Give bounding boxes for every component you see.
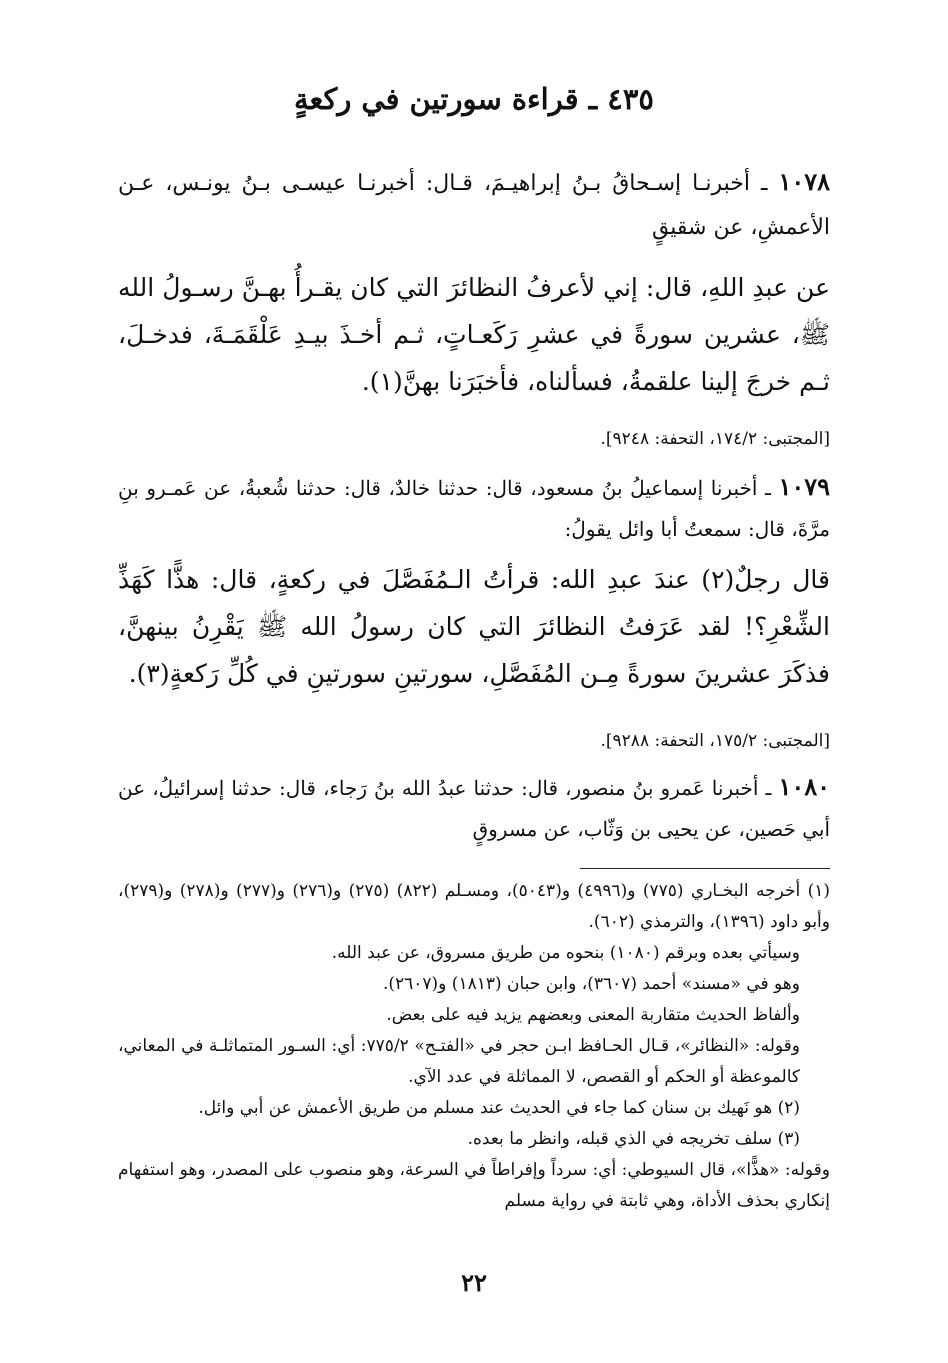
- hadith-1080-chain-text: ـ أخبرنا عَمرو بنُ منصور، قال: حدثنا عبدُ الله بنُ رَجاء، قال: حدثنا إسرائيلُ، عن أبي حَصين، عن يحيى بن وَثّاب، عن مسروقٍ: [118, 776, 830, 841]
- footnote-3-continuation: وقوله: «هذًّا»، قال السيوطي: أي: سرداً وإفراطاً في السرعة، وهو منصوب على المصدر، وهو استفهام إنكاري بحذف الأداة، وهي ثابتة في رواية مسلم: [118, 1160, 830, 1211]
- footnote-2: (٢) هو نَهيك بن سنان كما جاء في الحديث عند مسلم من طريق الأعمش عن أبي وائل.: [198, 1098, 800, 1118]
- footnote-separator: [580, 868, 830, 869]
- hadith-1079-number: ١٠٧٩: [778, 472, 830, 501]
- hadith-1080-number: ١٠٨٠: [778, 772, 830, 801]
- footnote-3: (٣) سلف تخريجه في الذي قبله، وانظر ما بعده.: [467, 1129, 800, 1149]
- hadith-1079-matn: قال رجلٌ(٢) عندَ عبدِ الله: قرأتُ الـمُفَصَّلَ في ركعةٍ، قال: هذًّا كَهَذِّ الشِّعْرِ؟! لقد عَرَفتُ النظائرَ التي كان رسولُ الله ﷺ يَقْرِنُ بينهنَّ، فذكَرَ عشرينَ سورةً مِـن المُفَصَّلِ، سورتينِ سورتينِ في كُلِّ رَكعةٍ(٣).: [118, 565, 830, 688]
- hadith-1078-number: ١٠٧٨: [778, 167, 831, 196]
- footnote-1-continuation: وهو في «مسند» أحمد (٣٦٠٧)، وابن حبان (١٨١٣) و(٢٦٠٧).: [382, 974, 800, 994]
- hadith-1078-matn: عن عبدِ اللهِ، قال: إني لأعرفُ النظائرَ التي كان يقـرأُ بهـنَّ رسـولُ الله ﷺ، عشرين سورةً في عشرِ رَكَعـاتٍ، ثـم أخـذَ بيـدِ عَلْقَمَـةَ، فدخـلَ، ثـم خرجَ إلينا علقمةُ، فسألناه، فأخبَرَنا بهنَّ(١).: [118, 273, 831, 396]
- footnotes: [118, 876, 830, 1217]
- footnote-1: (١) أخرجه البخـاري (٧٧٥) و(٤٩٩٦) و(٥٠٤٣)، ومسـلم (٨٢٢) (٢٧٥) و(٢٧٦) و(٢٧٧) و(٢٧٨) و(٢٧٩)، وأبو داود (١٣٩٦)، والترمذي (٦٠٢).: [118, 881, 830, 932]
- page-number: ٢٢: [461, 1268, 487, 1297]
- hadith-1078-reference: [المجتبى: ١٧٤/٢، التحفة: ٩٢٤٨].: [600, 429, 830, 449]
- hadith-1078-chain-text: ـ أخبرنـا إسـحاقُ بـنُ إبراهيـمَ، قـال: أخبرنـا عيسـى بـنُ يونـس، عـن الأعمشِ، عن شقيقٍ: [118, 171, 830, 240]
- hadith-1079-reference: [المجتبى: ١٧٥/٢، التحفة: ٩٢٨٨].: [600, 731, 830, 751]
- hadith-1079-chain: [118, 466, 830, 550]
- footnote-1-continuation: وقوله: «النظائر»، قـال الحـافظ ابـن حجر في «الفتـح» ٧٧٥/٢: أي: السـور المتماثلـة في المعاني، كالموعظة أو الحكم أو القصص، لا المماثلة في عدد الآي.: [118, 1036, 800, 1087]
- hadith-1079-chain-text: ـ أخبرنا إسماعيلُ بنُ مسعود، قال: حدثنا خالدٌ، قال: حدثنا شُعبةُ، عن عَمـرو بنِ مرَّةَ، قال: سمعتُ أبا وائل يقولُ:: [118, 476, 830, 541]
- footnote-1-continuation: وألفاظ الحديث متقاربة المعنى وبعضهم يزيد فيه على بعض.: [386, 1005, 800, 1025]
- footnote-1-continuation: وسيأتي بعده وبرقم (١٠٨٠) بنحوه من طريق مسروق، عن عبد الله.: [331, 943, 800, 963]
- chapter-title: ٤٣٥ ـ قراءة سورتين في ركعةٍ: [293, 82, 655, 116]
- hadith-1078-chain: [118, 160, 830, 250]
- hadith-1080-chain: [118, 766, 830, 850]
